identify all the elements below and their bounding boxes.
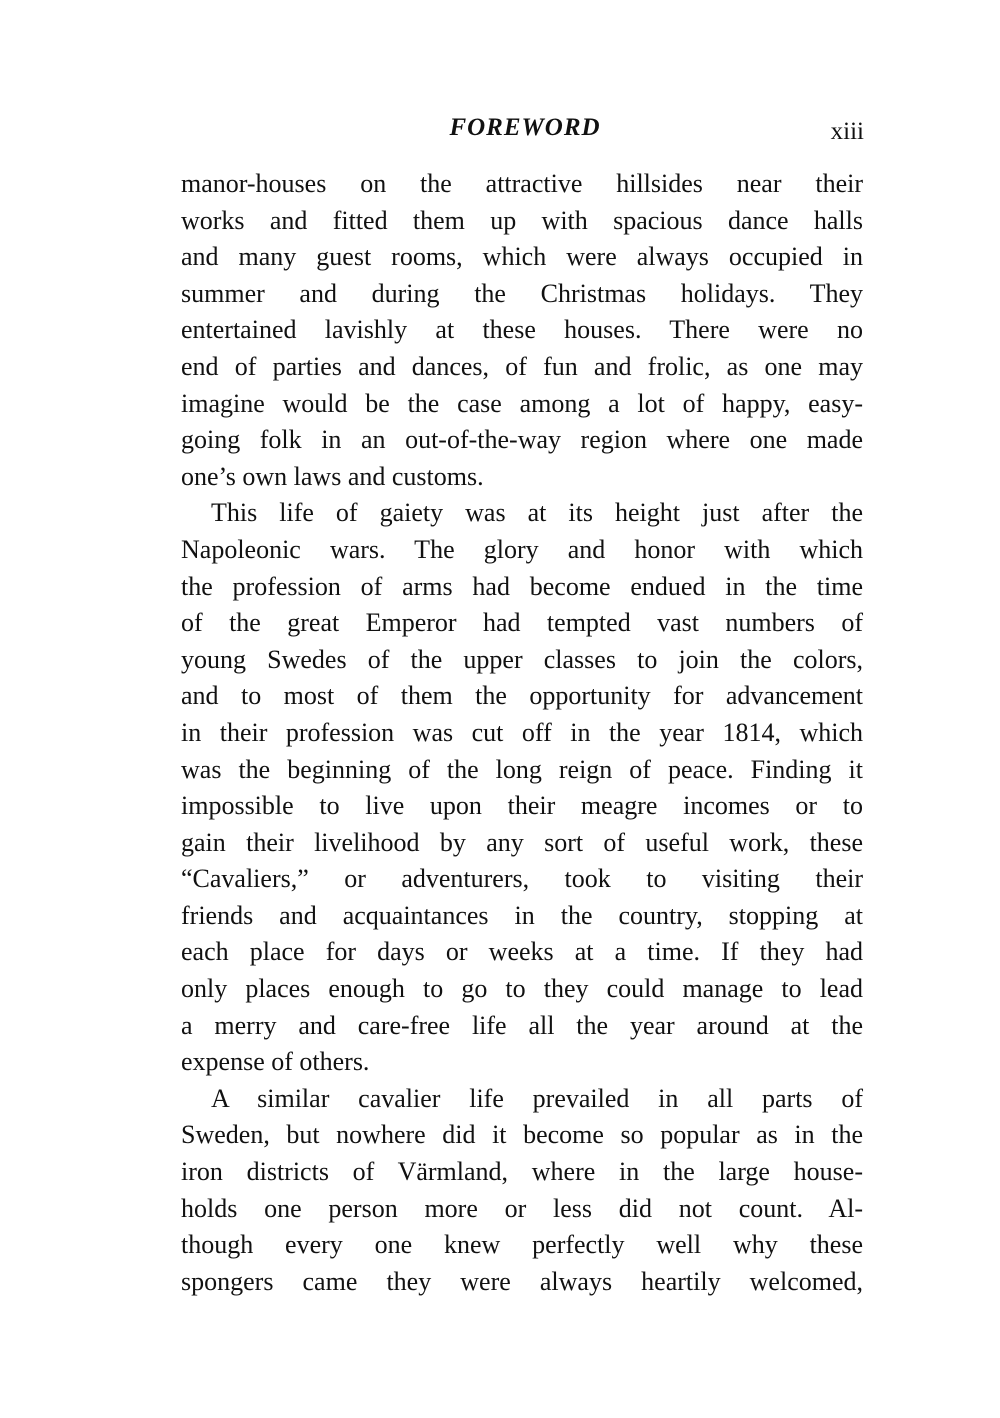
text-line: manor-houses on the attractive hillsides near their [181,169,863,198]
page-header [186,112,864,146]
text-line: iron districts of Värmland, where in the large house- [181,1157,863,1187]
paragraph [181,1081,863,1301]
text-line: was the beginning of the long reign of peace. Finding it [181,754,863,784]
body-text [181,166,863,1300]
text-line: going folk in an out-of-the-way region where one made [181,425,863,455]
text-line: each place for days or weeks at a time. If they had [181,937,863,967]
text-line: imagine would be the case among a lot of happy, easy- [181,388,863,418]
text-line: holds one person more or less did not count. Al- [181,1193,863,1223]
text-line: though every one knew perfectly well why these [181,1230,863,1260]
text-line: Sweden, but nowhere did it become so popular as in the [181,1120,863,1150]
text-line: gain their livelihood by any sort of useful work, these [181,827,863,857]
text-line: in their profession was cut off in the year 1814, which [181,717,863,747]
text-line: of the great Emperor had tempted vast numbers of [181,608,863,638]
text-line: spongers came they were always heartily welcomed, [181,1266,863,1296]
text-line: and to most of them the opportunity for advancement [181,681,863,711]
text-line: friends and acquaintances in the country, stopping at [181,900,863,930]
text-line: This life of gaiety was at its height just after the [211,498,863,528]
paragraph [181,166,863,495]
text-line: end of parties and dances, of fun and frolic, as one may [181,351,863,381]
text-line: young Swedes of the upper classes to join the colors, [181,644,863,674]
text-line: entertained lavishly at these houses. There were no [181,315,863,345]
text-line: summer and during the Christmas holidays. They [181,278,863,308]
text-line: “Cavaliers,” or adventurers, took to visiting their [181,864,863,894]
page-number: xiii [830,118,864,145]
text-line: expense of others. [181,1047,370,1077]
text-line: the profession of arms had become endued in the time [181,571,863,601]
text-line: impossible to live upon their meagre incomes or to [181,791,863,821]
text-line: A similar cavalier life prevailed in all parts of [211,1083,863,1113]
text-line: works and fitted them up with spacious dance halls [181,205,863,235]
running-title: FOREWORD [449,114,601,141]
text-line: only places enough to go to they could manage to lead [181,974,863,1004]
text-line: a merry and care-free life all the year around at the [181,1010,863,1040]
text-line: one’s own laws and customs. [181,461,484,491]
text-line: and many guest rooms, which were always occupied in [181,242,863,272]
text-line: Napoleonic wars. The glory and honor with which [181,534,863,564]
paragraph [181,495,863,1081]
